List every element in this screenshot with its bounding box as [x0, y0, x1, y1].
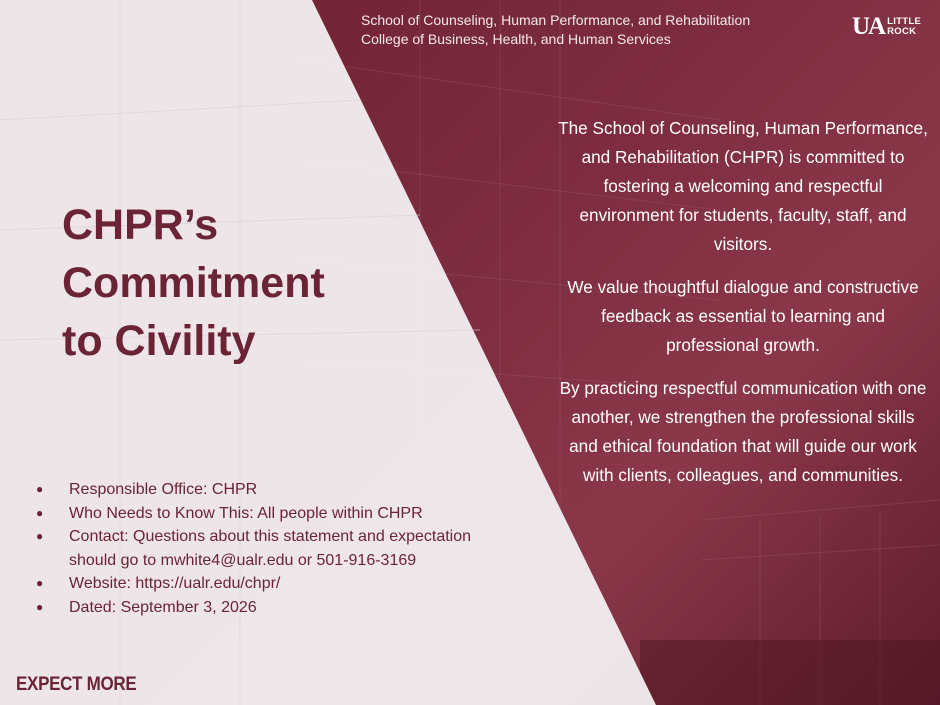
civility-statement: [556, 114, 930, 504]
logo-line-1: LITTLE: [887, 15, 922, 27]
expect-more-tagline: EXPECT MORE: [16, 673, 137, 695]
title-line-3: to Civility: [62, 317, 256, 365]
detail-dated: ● Dated: September 3, 2026: [36, 596, 506, 620]
detail-who-needs-to-know: ● Who Needs to Know This: All people within CHPR: [36, 502, 506, 526]
logo-little-rock: [887, 17, 921, 37]
logo-ua: UA: [852, 13, 885, 40]
statement-paragraph-3: By practicing respectful communication with one another, we strengthen the professional skills and ethical foundation that will guide our work with clients, colleagues, and communities.: [559, 378, 927, 485]
statement-paragraph-2: We value thoughtful dialogue and constructive feedback as essential to learning and professional growth.: [567, 277, 919, 355]
title-line-2: Commitment: [62, 259, 325, 307]
detail-contact: ● Contact: Questions about this statement and expectation should go to mwhite4@ualr.edu or 501-916-3169: [36, 525, 506, 572]
page-title: [62, 196, 325, 370]
header-text: [361, 11, 750, 49]
ua-little-rock-logo: [852, 14, 921, 39]
detail-website: ● Website: https://ualr.edu/chpr/: [36, 572, 506, 596]
logo-line-2: ROCK: [887, 25, 917, 37]
school-name: School of Counseling, Human Performance, and Rehabilitation: [361, 12, 751, 28]
statement-paragraph-1: The School of Counseling, Human Performance, and Rehabilitation (CHPR) is committed to fostering a welcoming and respectful environment for students, faculty, staff, and visitors.: [558, 118, 928, 254]
details-list: [36, 478, 506, 619]
detail-responsible-office: ● Responsible Office: CHPR: [36, 478, 506, 502]
college-name: College of Business, Health, and Human Services: [361, 31, 671, 47]
title-line-1: CHPR’s: [62, 201, 219, 249]
